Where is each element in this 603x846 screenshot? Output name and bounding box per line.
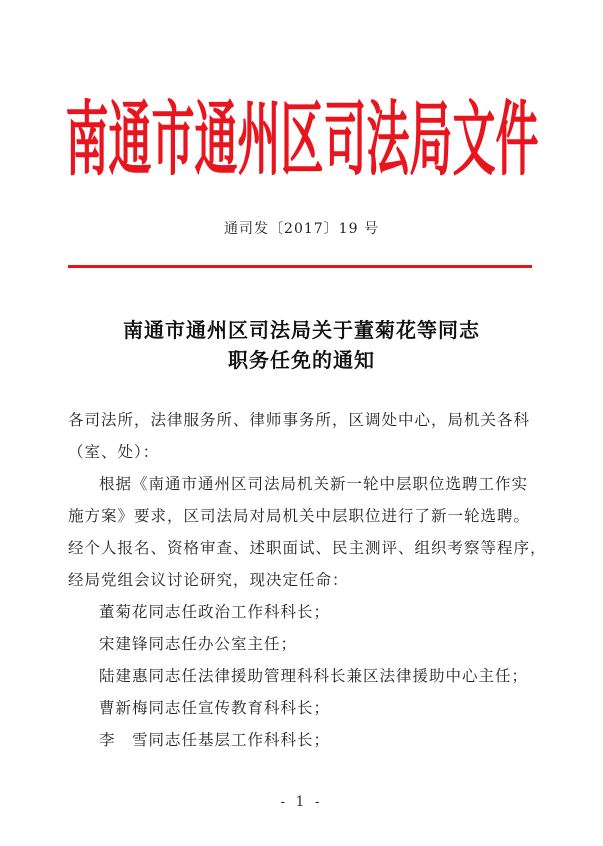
masthead-title: 南通市通州区司法局文件 [65,93,538,187]
paragraph-line-4: 经局党组会议讨论研究，现决定任命： [68,571,349,589]
page-number: - 1 - [280,794,323,810]
document-number: 通司发〔2017〕19 号 [224,221,379,237]
masthead [0,92,603,188]
appointment-item: 曹新梅同志任宣传教育科科长； [99,699,331,717]
recipients-line-2: （室、处）： [68,443,160,461]
paragraph-line-2: 施方案》要求，区司法局对局机关中层职位进行了新一轮选聘。 [68,507,531,525]
appointment-item: 李 雪同志任基层工作科科长； [99,731,331,749]
notice-title-line-2: 职务任免的通知 [228,348,375,372]
recipients-line-1: 各司法所，法律服务所、律师事务所，区调处中心，局机关各科 [68,411,531,429]
paragraph-line-1: 根据《南通市通州区司法局机关新一轮中层职位选聘工作实 [99,475,529,493]
notice-title-line-1: 南通市通州区司法局关于董菊花等同志 [123,318,480,342]
appointment-item: 陆建惠同志任法律援助管理科科长兼区法律援助中心主任； [99,667,529,685]
red-divider-line [68,265,532,268]
paragraph-line-3: 经个人报名、资格审查、述职面试、民主测评、组织考察等程序， [68,539,547,557]
appointment-item: 宋建锋同志任办公室主任； [99,635,298,653]
appointment-item: 董菊花同志任政治工作科科长； [99,603,331,621]
